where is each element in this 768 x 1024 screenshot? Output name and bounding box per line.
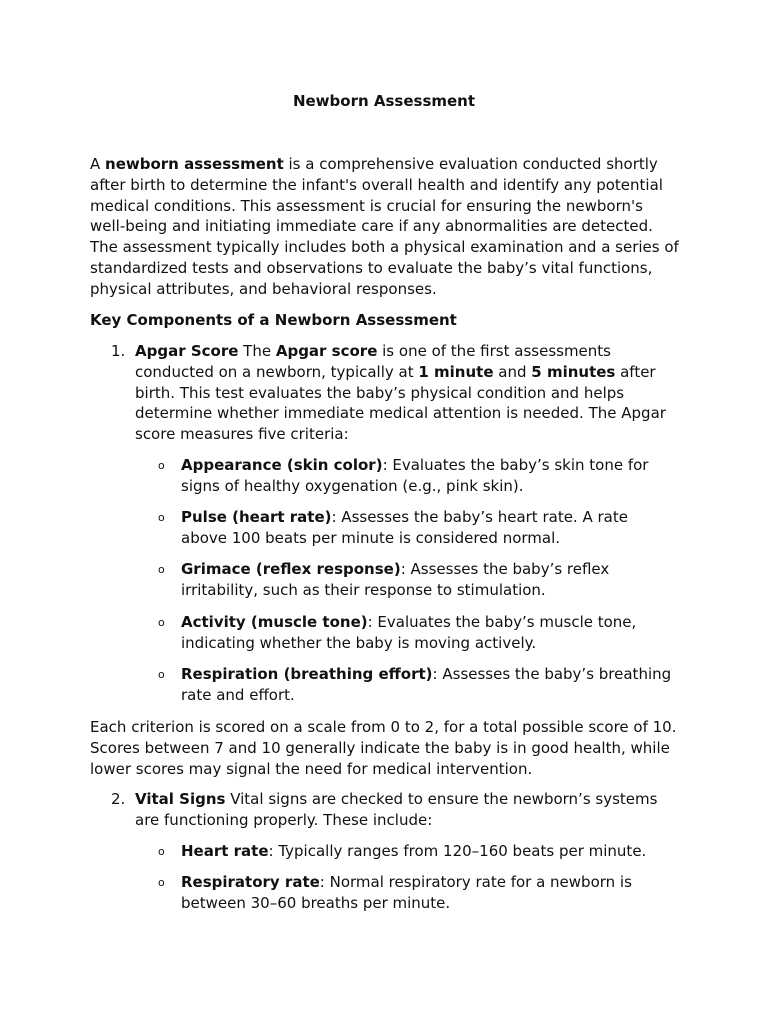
criterion-desc: : Assesses the baby’s reflex irritability, such as their response to stimulation. [181, 560, 610, 599]
list-number: 1. [111, 342, 126, 360]
intro-term: newborn assessment [105, 155, 284, 173]
criterion-label: Grimace (reflex response) [181, 560, 401, 578]
page-title: Newborn Assessment [292, 92, 476, 110]
bullet-icon: o [158, 845, 165, 858]
list-number: 2. [111, 790, 126, 808]
item-text: The [238, 342, 276, 360]
criterion-desc: : Assesses the baby’s heart rate. A rate above 100 beats per minute is considered normal. [181, 508, 628, 547]
criterion-pulse [158, 507, 678, 549]
criterion-text [181, 455, 678, 497]
bullet-icon: o [158, 616, 165, 629]
item-time: 5 minutes [531, 362, 616, 381]
vital-sign-desc: : Normal respiratory rate for a newborn is between 30–60 breaths per minute. [181, 873, 632, 912]
criterion-text [181, 507, 678, 549]
criterion-desc: : Evaluates the baby’s muscle tone, indicating whether the baby is moving actively. [181, 613, 637, 652]
list-item-vital-signs [90, 789, 680, 831]
criterion-label: Respiration (breathing effort) [181, 665, 433, 683]
intro-rest: is a comprehensive evaluation conducted shortly after birth to determine the infant's overall health and identify any potential medical conditions. This assessment is crucial for ensuring the newborn's well-being and initiating immediate care if any abnormalities are detected. The assessment typically includes both a physical examination and a series of standardized tests and observations to evaluate the baby’s vital functions, physical attributes, and behavioral responses. [90, 155, 679, 298]
criterion-grimace [158, 559, 678, 601]
criterion-appearance [158, 455, 678, 497]
vital-sign-text [181, 841, 678, 862]
vital-sign-label: Heart rate [181, 842, 269, 860]
intro-prefix: A [90, 155, 106, 173]
list-item-text [135, 341, 680, 445]
intro-paragraph [90, 154, 680, 300]
list-item-text [135, 789, 680, 831]
criterion-label: Activity (muscle tone) [181, 613, 368, 631]
criterion-desc: : Assesses the baby’s breathing rate and effort. [181, 665, 672, 704]
item-label: Apgar Score [135, 342, 239, 360]
bullet-icon: o [158, 511, 165, 524]
vital-sign-text [181, 872, 678, 914]
criterion-activity [158, 612, 678, 654]
bullet-icon: o [158, 459, 165, 472]
section-heading: Key Components of a Newborn Assessment [90, 311, 457, 329]
list-item-apgar [90, 341, 680, 445]
item-time: 1 minute [418, 362, 494, 381]
criterion-text [181, 664, 678, 706]
criterion-text [181, 612, 678, 654]
item-text: is one of the first assessments conducted on a newborn, typically at [135, 342, 611, 381]
bullet-icon: o [158, 668, 165, 681]
item-text: and [493, 362, 532, 381]
vital-sign-respiratory-rate [158, 872, 678, 914]
bullet-icon: o [158, 876, 165, 889]
vital-sign-label: Respiratory rate [181, 873, 320, 891]
item-text: Vital signs are checked to ensure the newborn’s systems are functioning properly. These include: [135, 790, 658, 829]
vital-sign-heart-rate [158, 841, 678, 862]
criterion-label: Appearance (skin color) [181, 456, 383, 474]
item-term: Apgar score [275, 342, 378, 360]
item-label: Vital Signs [135, 790, 226, 808]
criterion-desc: : Evaluates the baby’s skin tone for signs of healthy oxygenation (e.g., pink skin). [181, 456, 649, 495]
vital-sign-desc: : Typically ranges from 120–160 beats per minute. [268, 842, 647, 860]
bullet-icon: o [158, 563, 165, 576]
item-text: after birth. This test evaluates the baby’s physical condition and helps determine whether immediate medical attention is needed. The Apgar score measures five criteria: [135, 362, 666, 444]
criterion-text [181, 559, 678, 601]
criterion-label: Pulse (heart rate) [181, 508, 332, 526]
scoring-paragraph: Each criterion is scored on a scale from 0 to 2, for a total possible score of 10. Scores between 7 and 10 generally indicate the baby is in good health, while lower scores may signal the need for medical intervention. [90, 718, 677, 778]
criterion-respiration [158, 664, 678, 706]
